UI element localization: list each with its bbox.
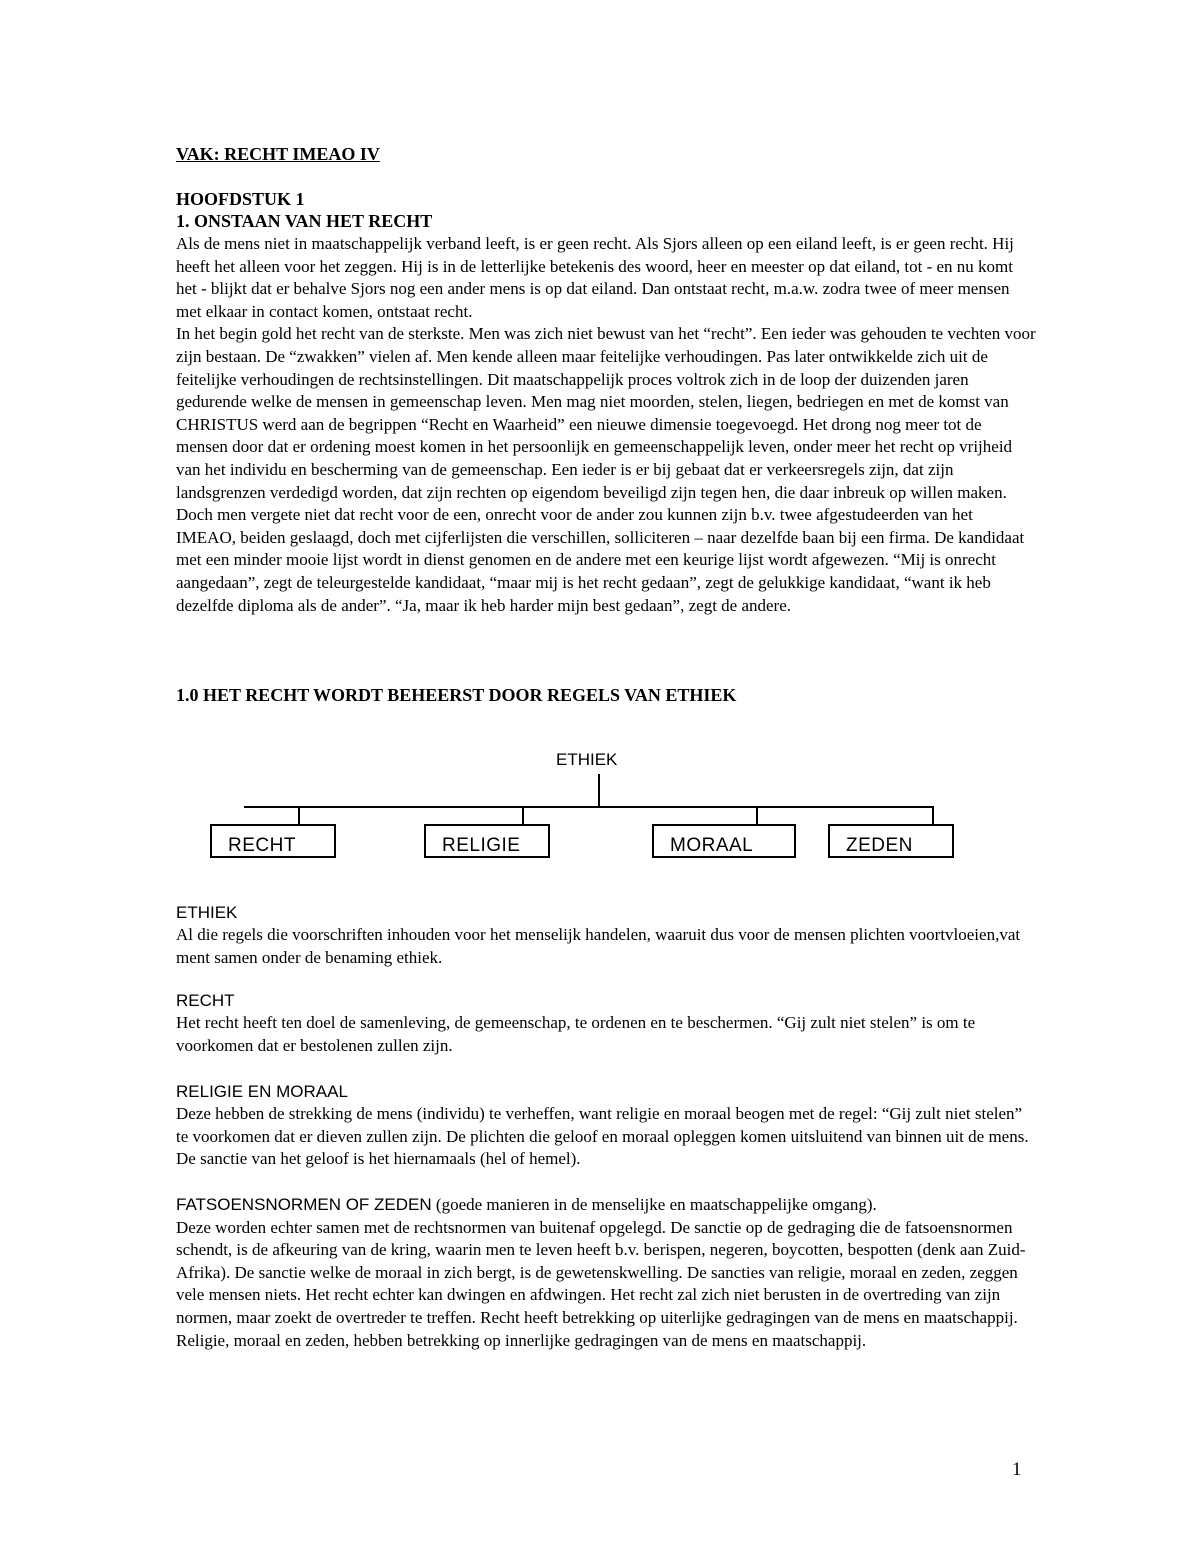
document-title: VAK: RECHT IMEAO IV	[176, 144, 380, 164]
diagram-connector-recht	[298, 808, 300, 824]
block-fatsoen	[176, 1194, 1036, 1352]
text-ethiek: Al die regels die voorschriften inhouden voor het menselijk handelen, waaruit dus voor de mensen plichten voortvloeien,vat ment samen onder de benaming ethiek.	[176, 925, 1021, 967]
paragraph-text: Als de mens niet in maatschappelijk verband leeft, is er geen recht. Als Sjors alleen op een eiland leeft, is er geen recht. Hij heeft het alleen voor het zeggen. Hij is in de letterlijke betekenis des woord, heer en meester op dat eiland, tot - en nu komt het - blijkt dat er behalve Sjors nog een ander mens is op dat eiland. Dan ontstaat recht, m.a.w. zodra twee of meer mensen met elkaar in contact komen, ontstaat recht. In het begin gold het recht van de sterkste. Men was zich niet bewust van het “recht”. Een ieder was gehouden te vechten voor zijn bestaan. De “zwakken” vielen af. Men kende alleen maar feitelijke verhoudingen. Pas later ontwikkelde zich uit de feitelijke verhoudingen de rechtsinstellingen. Dit maatschappelijk proces voltrok zich in de loop der duizenden jaren gedurende welke de mensen in gemeenschap leven. Men mag niet moorden, stelen, liegen, bedriegen en met de komst van CHRISTUS werd aan de begrippen “Recht en Waarheid” een nieuwe dimensie toegevoegd. Het drong nog meer tot de mensen door dat er ordening moest komen in het persoonlijk en gemeenschappelijk leven, onder meer het recht op vrijheid van het individu en bescherming van de gemeenschap. Een ieder is er bij gebaat dat er verkeersregels zijn, dat zijn landsgrenzen verdedigd worden, dat zijn rechten op eigendom beveiligd zijn tegen hen, die daar inbreuk op willen maken. Doch men vergete niet dat recht voor de een, onrecht voor de ander zou kunnen zijn b.v. twee afgestudeerden van het IMEAO, beiden geslaagd, doch met cijferlijsten die verschillen, solliciteren – naar dezelfde baan bij een firma. De kandidaat met een minder mooie lijst wordt in dienst genomen en de andere met een keurige lijst wordt afgewezen. “Mij is onrecht aangedaan”, zegt de teleurgestelde kandidaat, “maar mij is het recht gedaan”, zegt de gelukkige kandidaat, “want ik heb dezelfde diploma als de ander”. “Ja, maar ik heb harder mijn best gedaan”, zegt de andere.	[176, 234, 1036, 615]
heading-recht: RECHT	[176, 991, 235, 1010]
heading-ethiek: ETHIEK	[176, 903, 238, 922]
paragraph-onstaan	[176, 233, 1036, 617]
block-recht	[176, 990, 1036, 1057]
block-religie-moraal	[176, 1081, 1036, 1171]
diagram-connector-moraal	[756, 808, 758, 824]
heading-line-fatsoen	[176, 1194, 1036, 1217]
diagram-root-connector	[598, 774, 600, 808]
page-number: 1	[1012, 1459, 1022, 1480]
diagram-box-religie: RELIGIE	[424, 824, 550, 858]
diagram-horizontal-connector	[244, 806, 934, 808]
section-heading-ethiek-regels: 1.0 HET RECHT WORDT BEHEERST DOOR REGELS VAN ETHIEK	[176, 685, 737, 705]
section-heading-onstaan: 1. ONSTAAN VAN HET RECHT	[176, 211, 433, 231]
heading-fatsoen: FATSOENSNORMEN OF ZEDEN	[176, 1195, 432, 1214]
diagram-box-recht: RECHT	[210, 824, 336, 858]
diagram-root-label: ETHIEK	[556, 750, 618, 769]
diagram-box-zeden: ZEDEN	[828, 824, 954, 858]
text-fatsoen: Deze worden echter samen met de rechtsnormen van buitenaf opgelegd. De sanctie op de gedraging die de fatsoensnormen schendt, is de afkeuring van de kring, waarin men te leven heeft b.v. berispen, negeren, boycotten, bespotten (denk aan Zuid-Afrika). De sanctie welke de moraal in zich bergt, is de gewetenskwelling. De sancties van religie, moraal en zeden, zeggen vele mensen niets. Het recht echter kan dwingen en afdwingen. Het recht zal zich niet berusten in de overtreding van zijn normen, maar zoekt de overtreder te treffen. Recht heeft betrekking op uiterlijke gedragingen van de mens en maatschappij. Religie, moraal en zeden, hebben betrekking op innerlijke gedragingen van de mens en maatschappij.	[176, 1217, 1026, 1350]
diagram-box-moraal: MORAAL	[652, 824, 796, 858]
ethiek-diagram	[208, 748, 938, 868]
text-religie-moraal: Deze hebben de strekking de mens (individu) te verheffen, want religie en moraal beogen met de regel: “Gij zult niet stelen” te voorkomen dat er dieven zullen zijn. De plichten die geloof en moraal opleggen komen uitsluitend van binnen uit de mens. De sanctie van het geloof is het hiernamaals (hel of hemel).	[176, 1104, 1029, 1169]
text-recht: Het recht heeft ten doel de samenleving, de gemeenschap, te ordenen en te beschermen. “Gij zult niet stelen” is om te voorkomen dat er bestolenen zullen zijn.	[176, 1013, 976, 1055]
heading-religie-moraal: RELIGIE EN MORAAL	[176, 1082, 348, 1101]
diagram-connector-zeden	[932, 808, 934, 824]
diagram-connector-religie	[522, 808, 524, 824]
chapter-heading: HOOFDSTUK 1	[176, 189, 305, 209]
block-ethiek	[176, 902, 1036, 969]
subtitle-fatsoen: (goede manieren in de menselijke en maatschappelijke omgang).	[431, 1195, 877, 1214]
